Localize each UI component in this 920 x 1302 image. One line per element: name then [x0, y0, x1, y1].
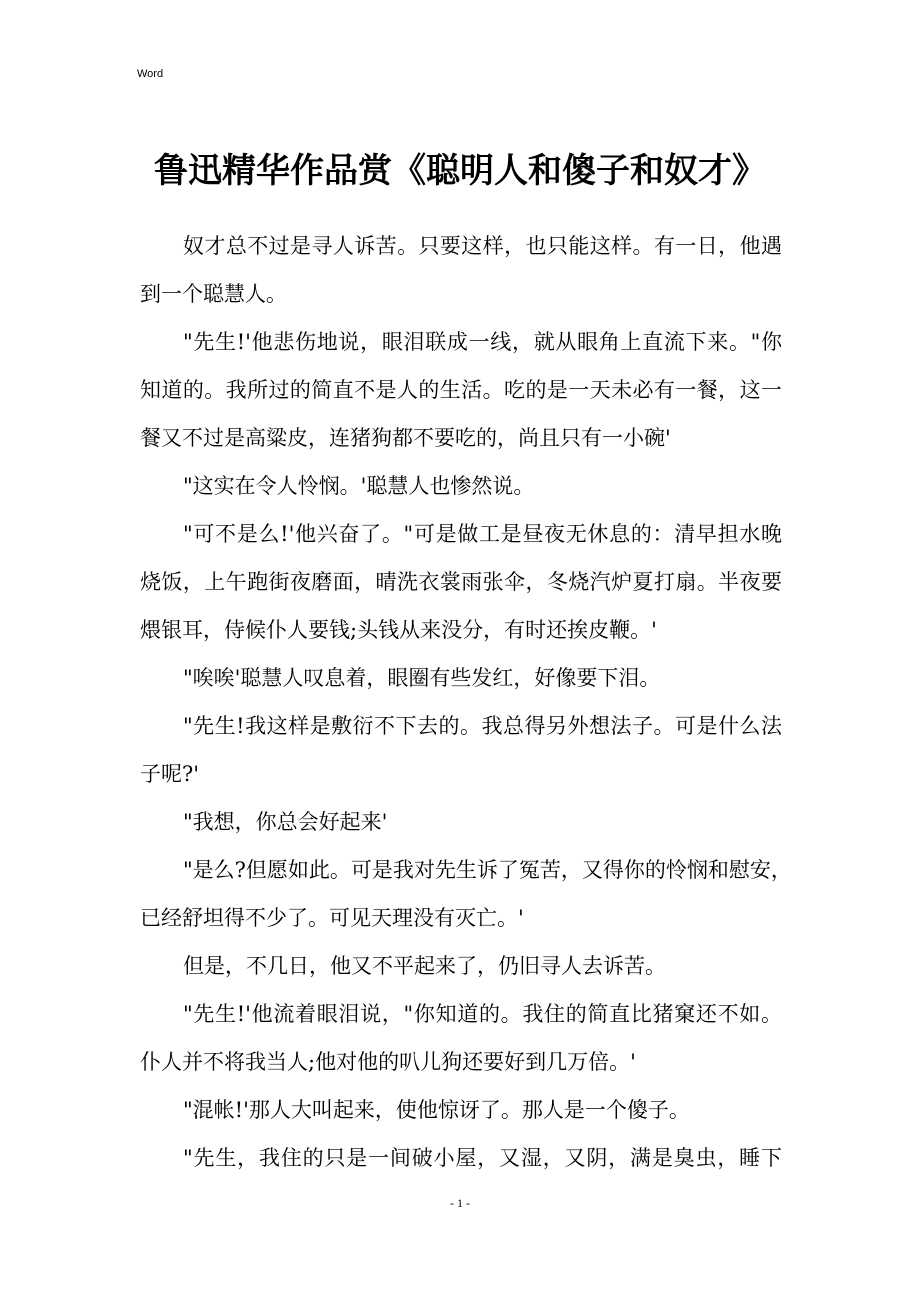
paragraph-line: "是么?但愿如此。可是我对先生诉了冤苦，又得你的怜悯和慰安， [183, 858, 792, 882]
header-label: Word [137, 68, 164, 80]
paragraph [140, 946, 782, 994]
paragraph-line: 煨银耳，侍候仆人要钱;头钱从来没分，有时还挨皮鞭。' [140, 618, 657, 642]
paragraph [140, 706, 782, 802]
paragraph [140, 226, 782, 322]
paragraph-line: "我想，你总会好起来' [183, 810, 388, 834]
paragraph-line: "可不是么!'他兴奋了。"可是做工是昼夜无休息的：清早担水晚 [183, 522, 782, 546]
document-title: 鲁迅精华作品赏《聪明人和傻子和奴才》 [154, 151, 766, 191]
paragraph-line: "先生!我这样是敷衍不下去的。我总得另外想法子。可是什么法 [183, 714, 782, 738]
paragraph-line: 到一个聪慧人。 [140, 282, 287, 306]
paragraph-line: "先生，我住的只是一间破小屋，又湿，又阴，满是臭虫，睡下 [183, 1146, 782, 1170]
paragraph [140, 802, 782, 850]
paragraph [140, 1090, 782, 1138]
paragraph-line: "混帐!'那人大叫起来，使他惊讶了。那人是一个傻子。 [183, 1098, 690, 1122]
page-number: - 1 - [450, 1196, 470, 1210]
paragraph-line: 已经舒坦得不少了。可见天理没有灭亡。' [140, 906, 524, 930]
paragraph [140, 994, 782, 1090]
paragraph-line: 仆人并不将我当人;他对他的叭儿狗还要好到几万倍。' [140, 1050, 636, 1074]
paragraph-line: 但是，不几日，他又不平起来了，仍旧寻人去诉苦。 [183, 954, 666, 978]
paragraph-line: "这实在令人怜悯。'聪慧人也惨然说。 [183, 474, 535, 498]
paragraph [140, 1138, 782, 1186]
paragraph [140, 466, 782, 514]
document-body [140, 226, 792, 1186]
paragraph [140, 658, 782, 706]
paragraph-line: 餐又不过是高粱皮，连猪狗都不要吃的，尚且只有一小碗' [140, 426, 671, 450]
paragraph [140, 514, 782, 658]
paragraph-line: "先生!'他悲伤地说，眼泪联成一线，就从眼角上直流下来。"你 [183, 330, 782, 354]
paragraph [140, 850, 792, 946]
paragraph-line: 知道的。我所过的简直不是人的生活。吃的是一天未必有一餐，这一 [140, 378, 782, 402]
paragraph-line: 烧饭，上午跑街夜磨面，晴洗衣裳雨张伞，冬烧汽炉夏打扇。半夜要 [140, 570, 782, 594]
paragraph [140, 322, 782, 466]
paragraph-line: "先生!'他流着眼泪说，"你知道的。我住的简直比猪窠还不如。 [183, 1002, 782, 1026]
paragraph-line: 子呢?' [140, 762, 200, 786]
paragraph-line: 奴才总不过是寻人诉苦。只要这样，也只能这样。有一日，他遇 [183, 234, 782, 258]
paragraph-line: "唉唉'聪慧人叹息着，眼圈有些发红，好像要下泪。 [183, 666, 661, 690]
